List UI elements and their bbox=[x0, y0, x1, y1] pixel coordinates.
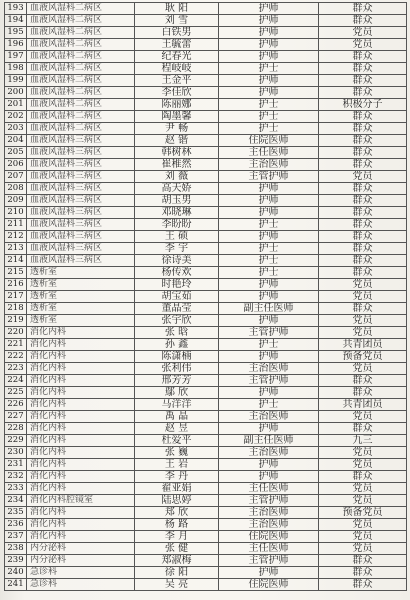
name-cell: 邓晓琳 bbox=[135, 207, 219, 219]
name-cell: 董晶莹 bbox=[135, 303, 219, 315]
name-cell: 王金平 bbox=[135, 75, 219, 87]
political-status-cell: 预备党员 bbox=[319, 351, 407, 363]
title-cell: 护士 bbox=[219, 111, 319, 123]
table-row bbox=[5, 387, 407, 399]
department-cell: 消化内科 bbox=[27, 327, 135, 339]
row-number: 193 bbox=[5, 3, 27, 15]
name-cell: 陶墨馨 bbox=[135, 111, 219, 123]
department-cell: 内分泌科 bbox=[27, 555, 135, 567]
row-number: 235 bbox=[5, 507, 27, 519]
row-number: 195 bbox=[5, 27, 27, 39]
department-cell: 消化内科 bbox=[27, 459, 135, 471]
table-row bbox=[5, 39, 407, 51]
title-cell: 护师 bbox=[219, 195, 319, 207]
row-number: 199 bbox=[5, 75, 27, 87]
name-cell: 王 岩 bbox=[135, 459, 219, 471]
name-cell: 王 硕 bbox=[135, 231, 219, 243]
title-cell: 护师 bbox=[219, 15, 319, 27]
table-row bbox=[5, 579, 407, 591]
row-number: 216 bbox=[5, 279, 27, 291]
department-cell: 消化内科 bbox=[27, 531, 135, 543]
name-cell: 张 巍 bbox=[135, 447, 219, 459]
name-cell: 郑 欣 bbox=[135, 507, 219, 519]
title-cell: 护师 bbox=[219, 351, 319, 363]
name-cell: 尹 畅 bbox=[135, 123, 219, 135]
name-cell: 刘 雪 bbox=[135, 15, 219, 27]
title-cell: 护师 bbox=[219, 459, 319, 471]
title-cell: 护士 bbox=[219, 255, 319, 267]
title-cell: 护师 bbox=[219, 27, 319, 39]
political-status-cell: 群众 bbox=[319, 423, 407, 435]
department-cell: 消化内科 bbox=[27, 423, 135, 435]
title-cell: 护士 bbox=[219, 267, 319, 279]
title-cell: 护士 bbox=[219, 63, 319, 75]
row-number: 200 bbox=[5, 87, 27, 99]
table-row bbox=[5, 63, 407, 75]
title-cell: 副主任医师 bbox=[219, 435, 319, 447]
political-status-cell: 党员 bbox=[319, 363, 407, 375]
table-row bbox=[5, 267, 407, 279]
row-number: 214 bbox=[5, 255, 27, 267]
table-row bbox=[5, 207, 407, 219]
table-row bbox=[5, 279, 407, 291]
political-status-cell: 共青团员 bbox=[319, 339, 407, 351]
name-cell: 吴 亮 bbox=[135, 579, 219, 591]
title-cell: 住院医师 bbox=[219, 531, 319, 543]
table-row bbox=[5, 183, 407, 195]
row-number: 218 bbox=[5, 303, 27, 315]
political-status-cell: 群众 bbox=[319, 15, 407, 27]
row-number: 205 bbox=[5, 147, 27, 159]
department-cell: 急诊科 bbox=[27, 579, 135, 591]
row-number: 233 bbox=[5, 483, 27, 495]
row-number: 231 bbox=[5, 459, 27, 471]
name-cell: 郑淑梅 bbox=[135, 555, 219, 567]
political-status-cell: 党员 bbox=[319, 291, 407, 303]
table-row bbox=[5, 531, 407, 543]
table-row bbox=[5, 375, 407, 387]
table-row bbox=[5, 543, 407, 555]
political-status-cell: 群众 bbox=[319, 555, 407, 567]
table-row bbox=[5, 555, 407, 567]
name-cell: 翟亚娟 bbox=[135, 483, 219, 495]
title-cell: 主治医师 bbox=[219, 447, 319, 459]
department-cell: 透析室 bbox=[27, 279, 135, 291]
political-status-cell: 群众 bbox=[319, 87, 407, 99]
table-row bbox=[5, 291, 407, 303]
name-cell: 时艳玲 bbox=[135, 279, 219, 291]
name-cell: 鄢 欣 bbox=[135, 387, 219, 399]
political-status-cell: 群众 bbox=[319, 303, 407, 315]
department-cell: 消化内科 bbox=[27, 447, 135, 459]
row-number: 220 bbox=[5, 327, 27, 339]
row-number: 198 bbox=[5, 63, 27, 75]
row-number: 202 bbox=[5, 111, 27, 123]
name-cell: 杨传欢 bbox=[135, 267, 219, 279]
row-number: 238 bbox=[5, 543, 27, 555]
table-row bbox=[5, 459, 407, 471]
name-cell: 张 健 bbox=[135, 543, 219, 555]
row-number: 227 bbox=[5, 411, 27, 423]
row-number: 212 bbox=[5, 231, 27, 243]
table-row bbox=[5, 135, 407, 147]
table-row bbox=[5, 411, 407, 423]
department-cell: 血液风湿科二病区 bbox=[27, 51, 135, 63]
title-cell: 护士 bbox=[219, 123, 319, 135]
name-cell: 崔稚然 bbox=[135, 159, 219, 171]
title-cell: 主管护师 bbox=[219, 555, 319, 567]
political-status-cell: 群众 bbox=[319, 567, 407, 579]
political-status-cell: 九三 bbox=[319, 435, 407, 447]
title-cell: 主治医师 bbox=[219, 363, 319, 375]
row-number: 217 bbox=[5, 291, 27, 303]
department-cell: 消化内科 bbox=[27, 483, 135, 495]
name-cell: 张利伟 bbox=[135, 363, 219, 375]
row-number: 209 bbox=[5, 195, 27, 207]
department-cell: 消化内科 bbox=[27, 387, 135, 399]
row-number: 221 bbox=[5, 339, 27, 351]
title-cell: 主任医师 bbox=[219, 543, 319, 555]
political-status-cell: 群众 bbox=[319, 111, 407, 123]
name-cell: 陈潇楠 bbox=[135, 351, 219, 363]
department-cell: 血液风湿科二病区 bbox=[27, 111, 135, 123]
department-cell: 消化内科 bbox=[27, 351, 135, 363]
row-number: 234 bbox=[5, 495, 27, 507]
department-cell: 血液风湿科二病区 bbox=[27, 99, 135, 111]
table-row bbox=[5, 159, 407, 171]
row-number: 201 bbox=[5, 99, 27, 111]
political-status-cell: 群众 bbox=[319, 243, 407, 255]
political-status-cell: 群众 bbox=[319, 375, 407, 387]
name-cell: 马洋洋 bbox=[135, 399, 219, 411]
name-cell: 陈丽娜 bbox=[135, 99, 219, 111]
department-cell: 消化内科腔镜室 bbox=[27, 495, 135, 507]
title-cell: 主治医师 bbox=[219, 411, 319, 423]
row-number: 240 bbox=[5, 567, 27, 579]
name-cell: 高天娇 bbox=[135, 183, 219, 195]
row-number: 239 bbox=[5, 555, 27, 567]
department-cell: 血液风湿科三病区 bbox=[27, 147, 135, 159]
department-cell: 透析室 bbox=[27, 315, 135, 327]
title-cell: 护师 bbox=[219, 387, 319, 399]
department-cell: 血液风湿科三病区 bbox=[27, 207, 135, 219]
political-status-cell: 党员 bbox=[319, 327, 407, 339]
table-row bbox=[5, 519, 407, 531]
name-cell: 邢芳芳 bbox=[135, 375, 219, 387]
row-number: 206 bbox=[5, 159, 27, 171]
row-number: 232 bbox=[5, 471, 27, 483]
table-row bbox=[5, 51, 407, 63]
department-cell: 消化内科 bbox=[27, 375, 135, 387]
political-status-cell: 积极分子 bbox=[319, 99, 407, 111]
political-status-cell: 群众 bbox=[319, 471, 407, 483]
row-number: 230 bbox=[5, 447, 27, 459]
row-number: 219 bbox=[5, 315, 27, 327]
name-cell: 李 宇 bbox=[135, 243, 219, 255]
political-status-cell: 党员 bbox=[319, 279, 407, 291]
title-cell: 主治医师 bbox=[219, 519, 319, 531]
department-cell: 透析室 bbox=[27, 303, 135, 315]
table-row bbox=[5, 351, 407, 363]
row-number: 229 bbox=[5, 435, 27, 447]
political-status-cell: 党员 bbox=[319, 543, 407, 555]
title-cell: 护士 bbox=[219, 99, 319, 111]
title-cell: 护士 bbox=[219, 339, 319, 351]
department-cell: 消化内科 bbox=[27, 507, 135, 519]
name-cell: 纪春光 bbox=[135, 51, 219, 63]
department-cell: 血液风湿科三病区 bbox=[27, 135, 135, 147]
table-row bbox=[5, 423, 407, 435]
department-cell: 血液风湿科三病区 bbox=[27, 183, 135, 195]
political-status-cell: 党员 bbox=[319, 447, 407, 459]
table-row bbox=[5, 363, 407, 375]
table-row bbox=[5, 219, 407, 231]
title-cell: 护师 bbox=[219, 231, 319, 243]
name-cell: 杨 路 bbox=[135, 519, 219, 531]
row-number: 204 bbox=[5, 135, 27, 147]
row-number: 213 bbox=[5, 243, 27, 255]
political-status-cell: 群众 bbox=[319, 255, 407, 267]
table-row bbox=[5, 483, 407, 495]
political-status-cell: 群众 bbox=[319, 147, 407, 159]
table-row bbox=[5, 231, 407, 243]
political-status-cell: 群众 bbox=[319, 3, 407, 15]
name-cell: 徐 阳 bbox=[135, 567, 219, 579]
department-cell: 急诊科 bbox=[27, 567, 135, 579]
title-cell: 主治医师 bbox=[219, 159, 319, 171]
row-number: 203 bbox=[5, 123, 27, 135]
name-cell: 程岐岐 bbox=[135, 63, 219, 75]
political-status-cell: 群众 bbox=[319, 75, 407, 87]
staff-roster-table bbox=[4, 2, 407, 591]
name-cell: 韩树林 bbox=[135, 147, 219, 159]
name-cell: 张宇欣 bbox=[135, 315, 219, 327]
row-number: 210 bbox=[5, 207, 27, 219]
row-number: 236 bbox=[5, 519, 27, 531]
title-cell: 护师 bbox=[219, 183, 319, 195]
row-number: 208 bbox=[5, 183, 27, 195]
political-status-cell: 群众 bbox=[319, 579, 407, 591]
department-cell: 血液风湿科二病区 bbox=[27, 15, 135, 27]
table-row bbox=[5, 87, 407, 99]
title-cell: 护师 bbox=[219, 567, 319, 579]
table-row bbox=[5, 243, 407, 255]
department-cell: 血液风湿科三病区 bbox=[27, 219, 135, 231]
department-cell: 血液风湿科二病区 bbox=[27, 39, 135, 51]
political-status-cell: 党员 bbox=[319, 39, 407, 51]
table-row bbox=[5, 147, 407, 159]
table-row bbox=[5, 195, 407, 207]
department-cell: 血液风湿科二病区 bbox=[27, 27, 135, 39]
name-cell: 赵 昱 bbox=[135, 423, 219, 435]
political-status-cell: 党员 bbox=[319, 519, 407, 531]
department-cell: 血液风湿科二病区 bbox=[27, 3, 135, 15]
title-cell: 护师 bbox=[219, 51, 319, 63]
name-cell: 胡玉男 bbox=[135, 195, 219, 207]
department-cell: 透析室 bbox=[27, 291, 135, 303]
political-status-cell: 共青团员 bbox=[319, 399, 407, 411]
political-status-cell: 群众 bbox=[319, 207, 407, 219]
political-status-cell: 党员 bbox=[319, 315, 407, 327]
department-cell: 消化内科 bbox=[27, 339, 135, 351]
department-cell: 血液风湿科三病区 bbox=[27, 171, 135, 183]
table-row bbox=[5, 315, 407, 327]
row-number: 226 bbox=[5, 399, 27, 411]
name-cell: 李 月 bbox=[135, 531, 219, 543]
table-row bbox=[5, 567, 407, 579]
department-cell: 血液风湿科二病区 bbox=[27, 87, 135, 99]
department-cell: 消化内科 bbox=[27, 471, 135, 483]
table-row bbox=[5, 303, 407, 315]
row-number: 197 bbox=[5, 51, 27, 63]
table-row bbox=[5, 447, 407, 459]
political-status-cell: 群众 bbox=[319, 51, 407, 63]
name-cell: 刘 薇 bbox=[135, 171, 219, 183]
title-cell: 护士 bbox=[219, 243, 319, 255]
title-cell: 主管护师 bbox=[219, 171, 319, 183]
department-cell: 血液风湿科三病区 bbox=[27, 159, 135, 171]
name-cell: 李佳欣 bbox=[135, 87, 219, 99]
political-status-cell: 群众 bbox=[319, 135, 407, 147]
department-cell: 血液风湿科二病区 bbox=[27, 123, 135, 135]
title-cell: 主任医师 bbox=[219, 147, 319, 159]
table-row bbox=[5, 15, 407, 27]
row-number: 207 bbox=[5, 171, 27, 183]
title-cell: 护师 bbox=[219, 39, 319, 51]
table-row bbox=[5, 435, 407, 447]
row-number: 241 bbox=[5, 579, 27, 591]
table-row bbox=[5, 339, 407, 351]
department-cell: 消化内科 bbox=[27, 411, 135, 423]
row-number: 211 bbox=[5, 219, 27, 231]
department-cell: 血液风湿科三病区 bbox=[27, 255, 135, 267]
political-status-cell: 党员 bbox=[319, 495, 407, 507]
table-row bbox=[5, 27, 407, 39]
political-status-cell: 群众 bbox=[319, 63, 407, 75]
row-number: 228 bbox=[5, 423, 27, 435]
title-cell: 护士 bbox=[219, 219, 319, 231]
political-status-cell: 群众 bbox=[319, 231, 407, 243]
name-cell: 耿 阳 bbox=[135, 3, 219, 15]
political-status-cell: 群众 bbox=[319, 219, 407, 231]
political-status-cell: 群众 bbox=[319, 195, 407, 207]
department-cell: 血液风湿科三病区 bbox=[27, 231, 135, 243]
political-status-cell: 群众 bbox=[319, 183, 407, 195]
table-row bbox=[5, 75, 407, 87]
name-cell: 李盼盼 bbox=[135, 219, 219, 231]
title-cell: 护士 bbox=[219, 399, 319, 411]
table-row bbox=[5, 495, 407, 507]
title-cell: 护师 bbox=[219, 279, 319, 291]
department-cell: 内分泌科 bbox=[27, 543, 135, 555]
name-cell: 禹 晶 bbox=[135, 411, 219, 423]
department-cell: 血液风湿科三病区 bbox=[27, 195, 135, 207]
name-cell: 徐诗美 bbox=[135, 255, 219, 267]
table-row bbox=[5, 327, 407, 339]
title-cell: 护师 bbox=[219, 315, 319, 327]
name-cell: 张 晗 bbox=[135, 327, 219, 339]
name-cell: 白铁男 bbox=[135, 27, 219, 39]
political-status-cell: 党员 bbox=[319, 531, 407, 543]
title-cell: 住院医师 bbox=[219, 135, 319, 147]
name-cell: 孙 鑫 bbox=[135, 339, 219, 351]
department-cell: 透析室 bbox=[27, 267, 135, 279]
row-number: 224 bbox=[5, 375, 27, 387]
name-cell: 李 丹 bbox=[135, 471, 219, 483]
title-cell: 主管护师 bbox=[219, 375, 319, 387]
political-status-cell: 群众 bbox=[319, 267, 407, 279]
table-row bbox=[5, 3, 407, 15]
title-cell: 护师 bbox=[219, 3, 319, 15]
name-cell: 胡宝茹 bbox=[135, 291, 219, 303]
table-row bbox=[5, 171, 407, 183]
row-number: 223 bbox=[5, 363, 27, 375]
name-cell: 王毓蕾 bbox=[135, 39, 219, 51]
name-cell: 杜爱平 bbox=[135, 435, 219, 447]
table-row bbox=[5, 99, 407, 111]
political-status-cell: 党员 bbox=[319, 411, 407, 423]
title-cell: 护师 bbox=[219, 207, 319, 219]
row-number: 222 bbox=[5, 351, 27, 363]
title-cell: 主任医师 bbox=[219, 483, 319, 495]
row-number: 237 bbox=[5, 531, 27, 543]
title-cell: 护师 bbox=[219, 423, 319, 435]
title-cell: 护师 bbox=[219, 87, 319, 99]
table-row bbox=[5, 471, 407, 483]
political-status-cell: 党员 bbox=[319, 171, 407, 183]
name-cell: 陆思婷 bbox=[135, 495, 219, 507]
political-status-cell: 群众 bbox=[319, 387, 407, 399]
department-cell: 消化内科 bbox=[27, 435, 135, 447]
row-number: 196 bbox=[5, 39, 27, 51]
political-status-cell: 党员 bbox=[319, 27, 407, 39]
table-row bbox=[5, 123, 407, 135]
table-row bbox=[5, 507, 407, 519]
political-status-cell: 预备党员 bbox=[319, 507, 407, 519]
title-cell: 副主任医师 bbox=[219, 303, 319, 315]
table-row bbox=[5, 255, 407, 267]
political-status-cell: 党员 bbox=[319, 483, 407, 495]
department-cell: 消化内科 bbox=[27, 363, 135, 375]
title-cell: 主管护师 bbox=[219, 327, 319, 339]
table-row bbox=[5, 399, 407, 411]
name-cell: 赵 锴 bbox=[135, 135, 219, 147]
political-status-cell: 群众 bbox=[319, 159, 407, 171]
title-cell: 主管护师 bbox=[219, 495, 319, 507]
title-cell: 主治医师 bbox=[219, 507, 319, 519]
department-cell: 血液风湿科三病区 bbox=[27, 243, 135, 255]
title-cell: 护师 bbox=[219, 75, 319, 87]
political-status-cell: 党员 bbox=[319, 459, 407, 471]
department-cell: 血液风湿科二病区 bbox=[27, 75, 135, 87]
political-status-cell: 群众 bbox=[319, 123, 407, 135]
department-cell: 血液风湿科二病区 bbox=[27, 63, 135, 75]
row-number: 194 bbox=[5, 15, 27, 27]
row-number: 215 bbox=[5, 267, 27, 279]
title-cell: 护师 bbox=[219, 291, 319, 303]
department-cell: 消化内科 bbox=[27, 519, 135, 531]
table-row bbox=[5, 111, 407, 123]
title-cell: 护师 bbox=[219, 471, 319, 483]
roster-body bbox=[5, 3, 407, 591]
title-cell: 住院医师 bbox=[219, 579, 319, 591]
department-cell: 消化内科 bbox=[27, 399, 135, 411]
row-number: 225 bbox=[5, 387, 27, 399]
